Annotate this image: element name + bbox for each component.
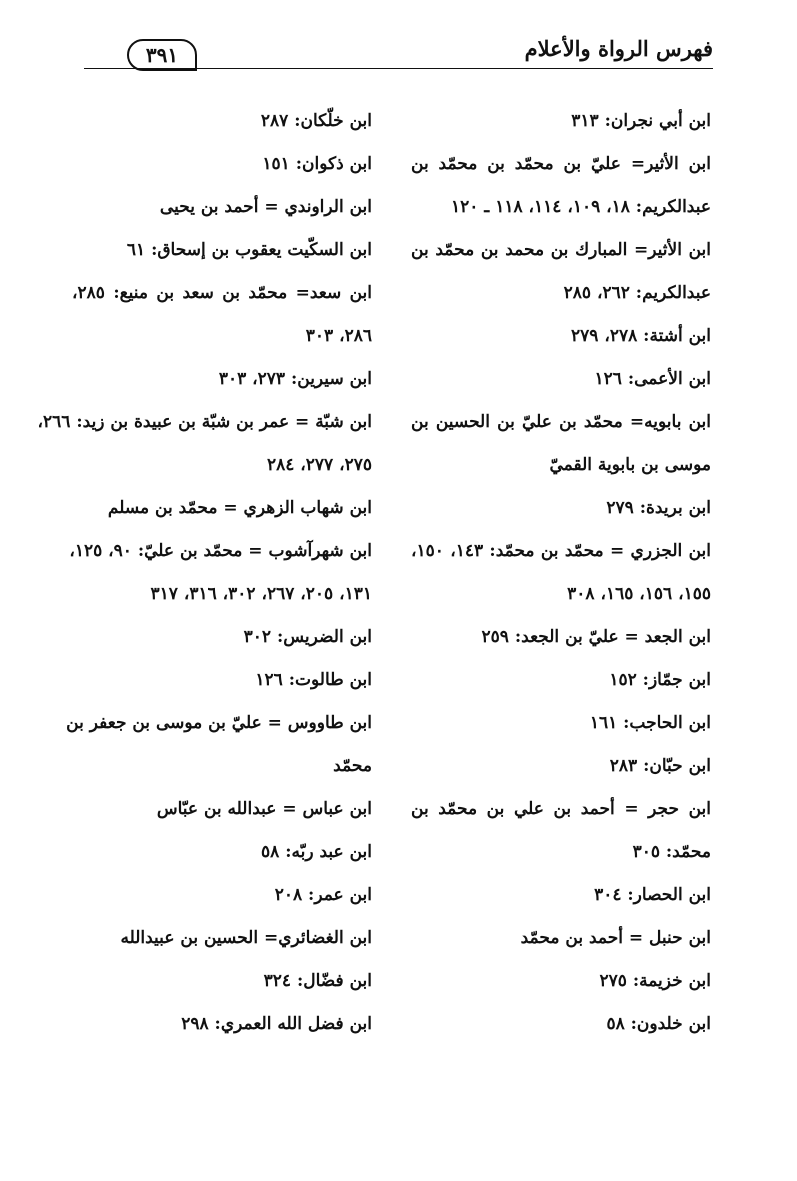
index-entry-line: ابن حبّان: ٢٨٣: [609, 756, 711, 776]
index-entry-line: ابن أبي نجران: ٣١٣: [571, 111, 711, 131]
index-entry-line: ابن عمر: ٢٠٨: [274, 885, 372, 905]
index-entry-line: ١٥٥، ١٥٦، ١٦٥، ٣٠٨: [567, 584, 711, 604]
index-entry-line: عبدالكريم: ٢٦٢، ٢٨٥: [563, 283, 711, 303]
index-entry-line: ابن الحصار: ٣٠٤: [594, 885, 711, 905]
index-entry-line: ٢٨٦، ٣٠٣: [305, 326, 372, 346]
index-entry-line: ابن شبّة = عمر بن شبّة بن عبيدة بن زيد: ٢٦٦،: [37, 412, 372, 432]
index-entry-line: موسى بن بابوية القميّ: [549, 455, 711, 475]
index-entry-line: محمّد: ٣٠٥: [632, 842, 711, 862]
index-entry-line: ابن خلّكان: ٢٨٧: [260, 111, 372, 131]
index-entry-line: ابن الأثير= عليّ بن محمّد بن محمّد بن: [411, 154, 711, 174]
index-entry-line: ١٣١، ٢٠٥، ٢٦٧، ٣٠٢، ٣١٦، ٣١٧: [150, 584, 372, 604]
index-entry-line: ابن شهرآشوب = محمّد بن عليّ: ٩٠، ١٢٥،: [69, 541, 372, 561]
index-entry-line: ابن خزيمة: ٢٧٥: [599, 971, 711, 991]
index-entry-line: ابن الحاجب: ١٦١: [589, 713, 711, 733]
index-entry-line: ابن عبد ربّه: ٥٨: [261, 842, 372, 862]
index-entry-line: ابن سعد= محمّد بن سعد بن منيع: ٢٨٥،: [72, 283, 372, 303]
header-rule: [84, 68, 713, 69]
index-entry-line: ابن طالوت: ١٢٦: [255, 670, 372, 690]
index-entry-line: ابن الراوندي = أحمد بن يحيى: [159, 197, 372, 217]
index-entry-line: ابن أشتة: ٢٧٨، ٢٧٩: [571, 326, 711, 346]
index-entry-line: ابن الغضائري= الحسين بن عبيدالله: [120, 928, 372, 948]
index-entry-line: ابن فضّال: ٣٢٤: [263, 971, 372, 991]
index-column-left: [37, 100, 372, 1046]
index-entry-line: عبدالكريم: ١٨، ١٠٩، ١١٤، ١١٨ ـ ١٢٠: [450, 197, 711, 217]
index-entry-line: ابن فضل الله العمري: ٢٩٨: [181, 1014, 372, 1034]
index-entry-line: ابن جمّاز: ١٥٢: [609, 670, 711, 690]
index-entry-line: محمّد: [333, 756, 372, 776]
index-entry-line: ابن الضريس: ٣٠٢: [243, 627, 372, 647]
index-entry-line: ابن الجعد = عليّ بن الجعد: ٢٥٩: [481, 627, 711, 647]
index-entry-line: ابن الأثير= المبارك بن محمد بن محمّد بن: [411, 240, 711, 260]
index-column-right: [411, 100, 711, 1046]
index-entry-line: ابن عباس = عبدالله بن عبّاس: [156, 799, 372, 819]
index-entry-line: ابن شهاب الزهري = محمّد بن مسلم: [107, 498, 372, 518]
index-entry-line: ابن حنبل = أحمد بن محمّد: [520, 928, 711, 948]
index-entry-line: ابن السكّيت يعقوب بن إسحاق: ٦١: [126, 240, 372, 260]
running-title: فهرس الرواة والأعلام: [524, 36, 713, 61]
index-entry-line: ابن بابويه= محمّد بن عليّ بن الحسين بن: [411, 412, 711, 432]
index-entry-line: ابن الأعمى: ١٢٦: [594, 369, 711, 389]
index-entry-line: ابن خلدون: ٥٨: [606, 1014, 711, 1034]
index-entry-line: ابن حجر = أحمد بن علي بن محمّد بن: [411, 799, 711, 819]
index-entry-line: ابن بريدة: ٢٧٩: [606, 498, 711, 518]
index-entry-line: ابن سيرين: ٢٧٣، ٣٠٣: [218, 369, 372, 389]
index-entry-line: ابن الجزري = محمّد بن محمّد: ١٤٣، ١٥٠،: [411, 541, 711, 561]
index-entry-line: ابن ذكوان: ١٥١: [262, 154, 372, 174]
index-entry-line: ٢٧٥، ٢٧٧، ٢٨٤: [266, 455, 372, 475]
page-number: ٣٩١: [127, 39, 197, 71]
index-entry-line: ابن طاووس = عليّ بن موسى بن جعفر بن: [66, 713, 372, 733]
page-header: [0, 0, 797, 80]
